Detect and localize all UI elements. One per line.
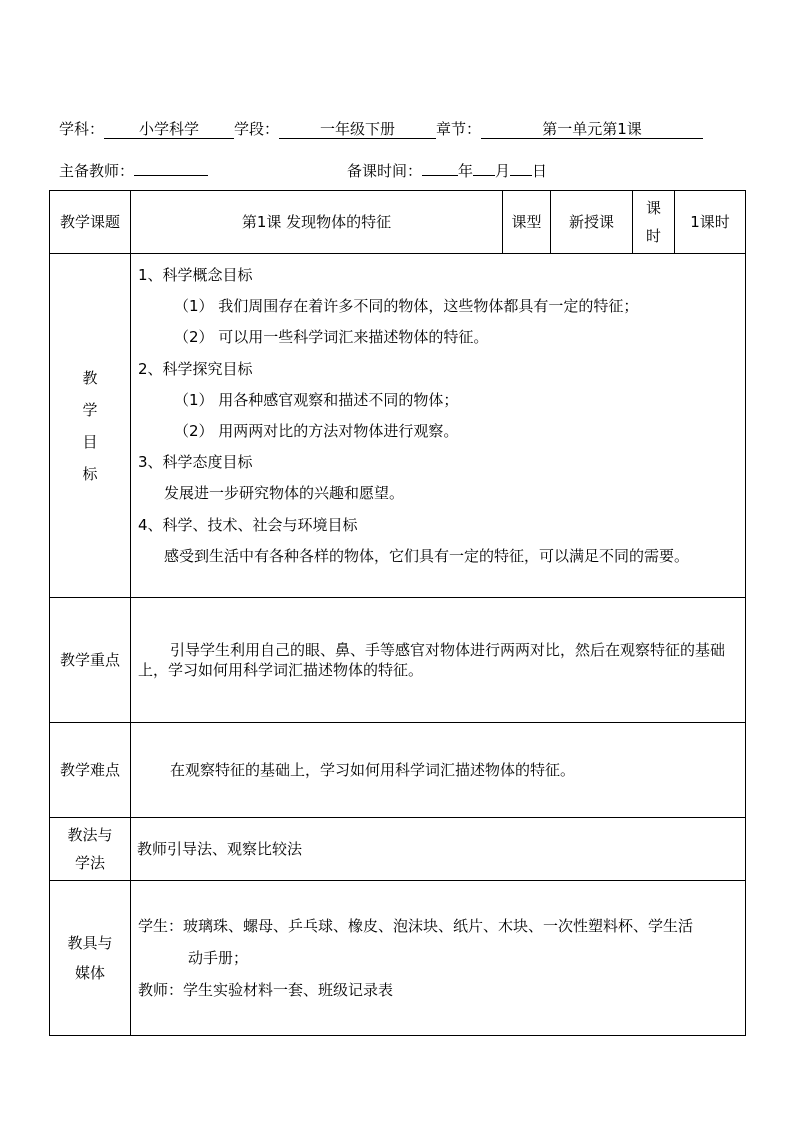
topic-label: 教学课题 [50,191,131,254]
objective-heading-4: 4、科学、技术、社会与环境目标 [138,515,358,534]
method-label: 教法与 学法 [50,818,131,881]
objective-heading-2: 2、科学探究目标 [138,359,253,378]
difficulty-label: 教学难点 [50,723,131,818]
type-value: 新授课 [551,191,633,254]
subject-field[interactable]: 小学科学 [104,120,234,139]
media-student: 学生：玻璃珠、螺母、乒乓球、橡皮、泡沫块、纸片、木块、一次性塑料杯、学生活 [138,917,694,935]
year-label: 年 [458,162,474,180]
media-label: 教具与 媒体 [50,881,131,1036]
method-value: 教师引导法、观察比较法 [131,818,746,881]
type-label: 课型 [503,191,551,254]
media-teacher: 教师：学生实验材料一套、班级记录表 [138,981,394,999]
day-field[interactable] [510,175,532,176]
media-value [131,881,746,1036]
teacher-label: 主备教师： [59,162,135,180]
method-row [50,818,746,881]
prep-time [347,160,547,181]
difficulty-row [50,723,746,818]
media-row [50,881,746,1036]
objective-item-1-2: （2） 可以用一些科学词汇来描述物体的特征。 [174,328,489,347]
objectives-label: 教 学 目 标 [50,254,131,598]
topic-value: 第1课 发现物体的特征 [131,191,503,254]
time-label: 备课时间： [347,162,423,180]
objective-item-1-1: （1） 我们周围存在着许多不同的物体，这些物体都具有一定的特征； [174,297,639,316]
objectives-row [50,254,746,598]
objective-item-4-1: 感受到生活中有各种各样的物体，它们具有一定的特征，可以满足不同的需要。 [164,546,690,565]
chapter-label: 章节： [436,120,482,138]
key-points-value: 引导学生利用自己的眼、鼻、手等感官对物体进行两两对比，然后在观察特征的基础上，学习如何用科学词汇描述物体的特征。 [131,598,746,723]
hours-label: 课 时 [633,191,675,254]
objective-item-2-1: （1） 用各种感官观察和描述不同的物体； [174,390,459,409]
key-points-label: 教学重点 [50,598,131,723]
month-label: 月 [495,162,511,180]
day-label: 日 [532,162,548,180]
subject-label: 学科： [59,120,105,138]
objectives-content [131,254,746,598]
teacher-field[interactable] [134,175,208,176]
chapter-field[interactable]: 第一单元第1课 [481,120,703,139]
media-student-cont: 动手册； [188,949,249,967]
header-line-2 [59,160,208,181]
topic-row [50,191,746,254]
hours-value: 1课时 [675,191,746,254]
objective-item-2-2: （2） 用两两对比的方法对物体进行观察。 [174,422,459,441]
objective-heading-3: 3、科学态度目标 [138,453,253,472]
key-points-row [50,598,746,723]
stage-field[interactable]: 一年级下册 [279,120,436,139]
objective-heading-1: 1、科学概念目标 [138,266,253,284]
objective-item-3-1: 发展进一步研究物体的兴趣和愿望。 [164,484,405,503]
lesson-plan-table [49,190,746,1036]
stage-label: 学段： [234,120,280,138]
month-field[interactable] [473,175,495,176]
year-field[interactable] [422,175,458,176]
header-line-1 [59,118,703,139]
difficulty-value: 在观察特征的基础上，学习如何用科学词汇描述物体的特征。 [131,723,746,818]
